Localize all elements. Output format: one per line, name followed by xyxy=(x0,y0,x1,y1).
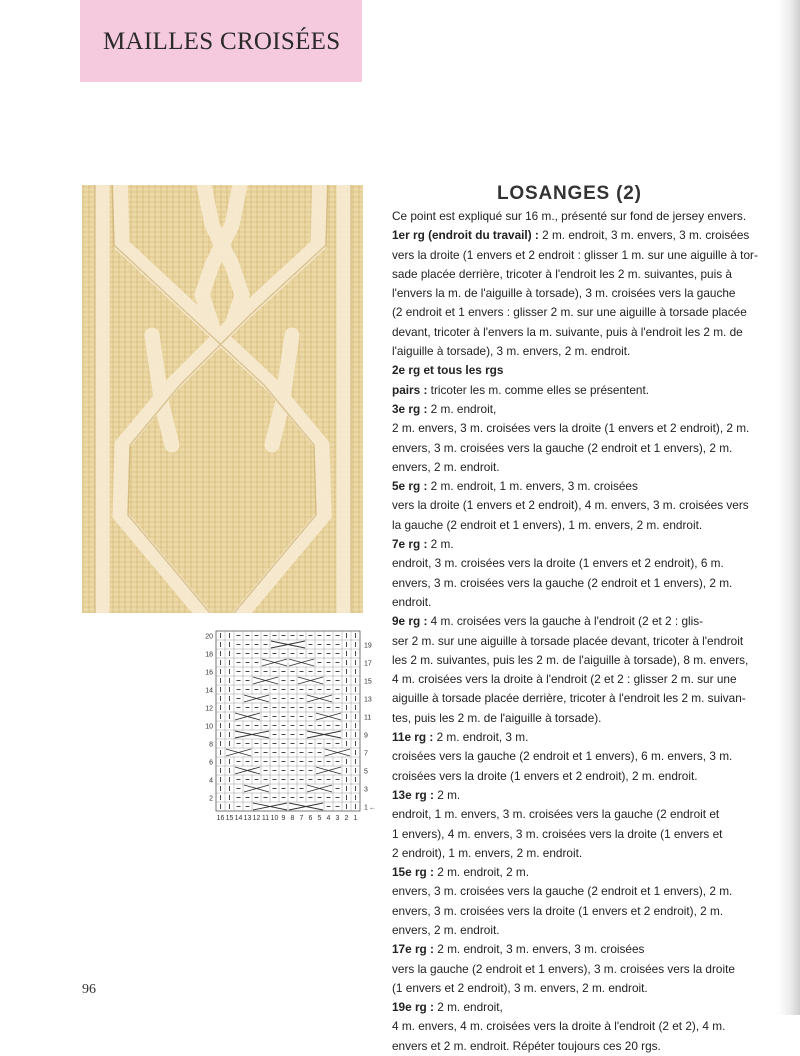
instruction-line xyxy=(392,689,780,708)
row-label: 19e rg : xyxy=(392,1000,434,1015)
instruction-line xyxy=(392,805,780,824)
start-arrow-icon: ← xyxy=(369,804,376,812)
page-edge-shadow xyxy=(778,0,800,1015)
instruction-text: Ce point est expliqué sur 16 m., présenté sur fond de jersey envers. xyxy=(392,209,747,223)
instruction-text: 2 m. endroit, 3 m. envers, 3 m. croisées xyxy=(538,228,750,243)
page-number: 96 xyxy=(82,982,96,997)
instruction-line xyxy=(392,612,780,631)
column-number-label: 14 xyxy=(234,815,243,822)
column-number-label: 7 xyxy=(299,815,304,822)
instruction-text: 2 m. endroit, 3 m. envers, 3 m. croisées xyxy=(433,942,645,957)
instruction-text: endroit, 3 m. croisées vers la droite (1 envers et 2 endroit), 6 m. xyxy=(392,556,724,571)
instruction-text: tricoter les m. comme elles se présentent. xyxy=(427,382,650,397)
column-number-label: 6 xyxy=(308,815,313,822)
instruction-line xyxy=(392,381,780,400)
instruction-line xyxy=(392,400,780,419)
instruction-line xyxy=(392,651,780,670)
row-number-label: 2 xyxy=(209,795,213,803)
instruction-text: 2 m. envers, 3 m. croisées vers la droite (1 envers et 2 endroit), 2 m. xyxy=(392,421,750,436)
instruction-line xyxy=(392,265,780,284)
instruction-text: 1 envers), 4 m. envers, 3 m. croisées vers la droite (1 envers et xyxy=(392,826,723,841)
row-number-label: 6 xyxy=(209,759,213,767)
instruction-text: envers, 2 m. endroit. xyxy=(392,459,500,474)
row-number-label: 8 xyxy=(209,741,213,749)
instruction-line xyxy=(392,728,780,747)
instruction-line xyxy=(392,574,780,593)
column-number-label: 15 xyxy=(225,815,234,822)
pattern-title: LOSANGES (2) xyxy=(497,183,642,204)
instruction-line xyxy=(392,477,780,496)
row-number-label: 14 xyxy=(205,687,213,695)
instruction-text: 2 m. endroit, 2 m. xyxy=(433,865,530,880)
row-label: 11e rg : xyxy=(392,730,434,745)
instruction-line xyxy=(392,960,780,979)
column-number-label: 3 xyxy=(335,815,340,822)
cable-pattern-illustration xyxy=(82,185,363,613)
instruction-text: envers, 3 m. croisées vers la gauche (2 endroit et 1 envers), 2 m. xyxy=(392,575,733,590)
instruction-line xyxy=(392,882,780,901)
instruction-line xyxy=(392,226,780,245)
instruction-text: envers, 3 m. croisées vers la gauche (2 endroit et 1 envers), 2 m. xyxy=(392,884,733,899)
instruction-text: ser 2 m. sur une aiguille à torsade placée devant, tricoter à l'endroit xyxy=(392,633,744,648)
pattern-instructions xyxy=(392,207,780,1056)
instruction-line xyxy=(392,786,780,805)
instruction-line xyxy=(392,940,780,959)
row-label: 15e rg : xyxy=(392,865,434,880)
instruction-line xyxy=(392,303,780,322)
instruction-text: vers la gauche (2 endroit et 1 envers), 3 m. croisées vers la droite xyxy=(392,961,735,976)
instruction-text: 2 m. endroit, xyxy=(433,1000,503,1015)
instruction-line xyxy=(392,825,780,844)
row-number-label: 12 xyxy=(205,705,213,713)
row-number-label: 7 xyxy=(364,750,368,758)
instruction-line xyxy=(392,921,780,940)
row-label: pairs : xyxy=(392,382,428,397)
instruction-line xyxy=(392,1017,780,1036)
instruction-line xyxy=(392,342,780,361)
instruction-text: 4 m. croisées vers la droite à l'endroit (2 et 2 : glisser 2 m. sur une xyxy=(392,672,737,687)
column-number-label: 11 xyxy=(261,815,270,822)
instruction-line xyxy=(392,458,780,477)
instruction-text: tes, puis les 2 m. de l'aiguille à torsade). xyxy=(392,710,602,725)
instruction-line xyxy=(392,1037,780,1056)
row-number-label: 17 xyxy=(364,660,372,668)
instruction-line xyxy=(392,844,780,863)
instruction-text: 4 m. croisées vers la gauche à l'endroit (2 et 2 : glis- xyxy=(427,614,704,629)
row-number-label: 5 xyxy=(364,768,368,776)
instruction-line xyxy=(392,284,780,303)
row-label: 13e rg : xyxy=(392,787,434,802)
instruction-line xyxy=(392,593,780,612)
instruction-text: 2 m. xyxy=(433,787,461,802)
instruction-line xyxy=(392,709,780,728)
instruction-text: vers la droite (1 envers et 2 endroit : glisser 1 m. sur une aiguille à tor- xyxy=(392,247,758,262)
instruction-text: 2 m. endroit, xyxy=(427,401,497,416)
column-number-label: 5 xyxy=(317,815,322,822)
instruction-line xyxy=(392,767,780,786)
column-number-label: 12 xyxy=(252,815,261,822)
instruction-line xyxy=(392,863,780,882)
instruction-line xyxy=(392,670,780,689)
instruction-line xyxy=(392,361,780,380)
column-number-label: 4 xyxy=(326,815,331,822)
row-number-label: 18 xyxy=(205,651,213,659)
instruction-line xyxy=(392,496,780,515)
instruction-text: endroit. xyxy=(392,594,432,609)
column-number-label: 8 xyxy=(290,815,295,822)
row-label: 7e rg : xyxy=(392,537,428,552)
row-label: 1er rg (endroit du travail) : xyxy=(392,228,539,243)
row-label: 3e rg : xyxy=(392,401,428,416)
row-label: 9e rg : xyxy=(392,614,428,629)
row-number-label: 4 xyxy=(209,777,213,785)
instruction-line xyxy=(392,747,780,766)
row-number-label: 11 xyxy=(364,714,372,722)
instruction-text: envers, 3 m. croisées vers la gauche (2 endroit et 1 envers), 2 m. xyxy=(392,440,733,455)
instruction-line xyxy=(392,419,780,438)
row-number-label: 20 xyxy=(205,633,213,641)
instruction-line xyxy=(392,207,780,226)
row-number-label: 13 xyxy=(364,696,372,704)
column-number-label: 10 xyxy=(270,815,279,822)
instruction-text: les 2 m. suivantes, puis les 2 m. de l'aiguille à torsade), 8 m. envers, xyxy=(392,652,749,667)
instruction-line xyxy=(392,246,780,265)
instruction-text: 4 m. envers, 4 m. croisées vers la droite à l'endroit (2 et 2), 4 m. xyxy=(392,1019,726,1034)
row-number-label: 19 xyxy=(364,642,372,650)
row-number-label: 9 xyxy=(364,732,368,740)
instruction-text: envers, 2 m. endroit. xyxy=(392,922,500,937)
knitting-chart xyxy=(198,627,378,827)
instruction-line xyxy=(392,323,780,342)
instruction-text: 2 m. xyxy=(427,537,454,552)
row-number-label: 15 xyxy=(364,678,372,686)
instruction-line xyxy=(392,554,780,573)
column-number-label: 16 xyxy=(216,815,225,822)
instruction-text: devant, tricoter à l'envers la m. suivante, puis à l'endroit les 2 m. de xyxy=(392,324,743,339)
chapter-title: MAILLES CROISÉES xyxy=(103,28,341,55)
column-number-label: 2 xyxy=(344,815,349,822)
instruction-text: 2 m. endroit, 3 m. xyxy=(433,730,529,745)
instruction-text: croisées vers la droite (1 envers et 2 endroit), 2 m. endroit. xyxy=(392,768,698,783)
instruction-text: endroit, 1 m. envers, 3 m. croisées vers la gauche (2 endroit et xyxy=(392,807,720,822)
instruction-text: l'aiguille à torsade), 3 m. envers, 2 m. endroit. xyxy=(392,344,631,359)
instruction-text: vers la droite (1 envers et 2 endroit), 4 m. envers, 3 m. croisées vers xyxy=(392,498,749,513)
column-number-label: 13 xyxy=(243,815,252,822)
row-number-label: 1 xyxy=(364,804,368,812)
column-number-label: 9 xyxy=(281,815,286,822)
column-number-label: 1 xyxy=(353,815,358,822)
instruction-line xyxy=(392,979,780,998)
row-number-label: 10 xyxy=(205,723,213,731)
instruction-text: sade placée derrière, tricoter à l'endroit les 2 m. suivantes, puis à xyxy=(392,266,732,281)
knitting-chart-grid xyxy=(198,627,378,827)
instruction-text: 2 m. endroit, 1 m. envers, 3 m. croisées xyxy=(427,479,638,494)
instruction-text: (2 endroit et 1 envers : glisser 2 m. sur une aiguille à torsade placée xyxy=(392,305,747,320)
instruction-text: envers, 3 m. croisées vers la droite (1 envers et 2 endroit), 2 m. xyxy=(392,903,724,918)
row-number-label: 3 xyxy=(364,786,368,794)
instruction-text: la gauche (2 endroit et 1 envers), 1 m. envers, 2 m. endroit. xyxy=(392,517,703,532)
row-label: 2e rg et tous les rgs xyxy=(392,363,504,378)
instruction-text: (1 envers et 2 endroit), 3 m. envers, 2 m. endroit. xyxy=(392,980,648,995)
instruction-line xyxy=(392,439,780,458)
row-number-label: 16 xyxy=(205,669,213,677)
instruction-line xyxy=(392,632,780,651)
instruction-line xyxy=(392,535,780,554)
row-label: 5e rg : xyxy=(392,479,428,494)
instruction-line xyxy=(392,516,780,535)
knit-sample-photo xyxy=(82,185,363,613)
instruction-text: croisées vers la gauche (2 endroit et 1 envers), 6 m. envers, 3 m. xyxy=(392,749,733,764)
instruction-text: envers et 2 m. endroit. Répéter toujours ces 20 rgs. xyxy=(392,1038,661,1053)
instruction-text: aiguille à torsade placée derrière, tricoter à l'endroit les 2 m. suivan- xyxy=(392,691,746,706)
instruction-text: l'envers la m. de l'aiguille à torsade), 3 m. croisées vers la gauche xyxy=(392,286,736,301)
row-label: 17e rg : xyxy=(392,942,434,957)
instruction-text: 2 endroit), 1 m. envers, 2 m. endroit. xyxy=(392,845,583,860)
instruction-line xyxy=(392,902,780,921)
